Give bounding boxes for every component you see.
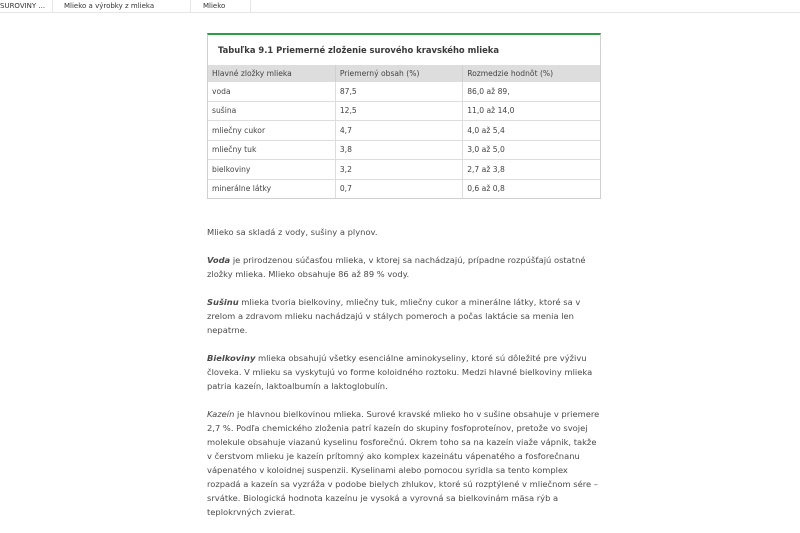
term-bielkoviny: Bielkoviny <box>207 353 256 363</box>
paragraph-intro <box>207 225 603 239</box>
table-cell: 86,0 až 89, <box>463 82 600 102</box>
table-header-row <box>208 65 600 82</box>
term-voda: Voda <box>207 255 231 265</box>
paragraph-text: mlieka tvoria bielkoviny, mliečny tuk, mliečny cukor a minerálne látky, ktoré sa v zrelom a zdravom mlieku nachádzajú v stálych pomeroch a počas laktácie sa menia len nepatrne. <box>207 297 581 335</box>
article-body <box>207 225 603 519</box>
paragraph-text: mlieka obsahujú všetky esenciálne aminokyseliny, ktoré sú dôležité pre výživu človeka. V mlieku sa vyskytujú vo forme koloidného roztoku. Medzi hlavné bielkoviny mlieka patria kazeín, laktoalbumín a laktoglobulín. <box>207 353 593 391</box>
breadcrumb <box>0 0 800 13</box>
paragraph-text: je prirodzenou súčasťou mlieka, v ktorej sa nachádzajú, prípadne rozpúšťajú ostatné zložky mlieka. Mlieko obsahuje 86 až 89 % vody. <box>207 255 586 279</box>
term-kazein: Kazeín <box>207 409 235 419</box>
column-header: Rozmedzie hodnôt (%) <box>463 65 600 82</box>
table-row <box>208 160 600 180</box>
composition-table <box>207 33 601 199</box>
table-row <box>208 101 600 121</box>
table-cell: 0,7 <box>335 179 462 198</box>
paragraph-bielkoviny <box>207 351 603 393</box>
data-table <box>208 65 600 198</box>
table-cell: 2,7 až 3,8 <box>463 160 600 180</box>
table-cell: bielkoviny <box>208 160 335 180</box>
column-header: Hlavné zložky mlieka <box>208 65 335 82</box>
table-cell: 3,8 <box>335 140 462 160</box>
table-cell: 3,0 až 5,0 <box>463 140 600 160</box>
table-row <box>208 140 600 160</box>
table-cell: minerálne látky <box>208 179 335 198</box>
paragraph-text: Mlieko sa skladá z vody, sušiny a plynov. <box>207 227 378 237</box>
table-cell: voda <box>208 82 335 102</box>
table-cell: 87,5 <box>335 82 462 102</box>
paragraph-text: je hlavnou bielkovinou mlieka. Surové kravské mlieko ho v sušine obsahuje v priemere 2,7 %. Podľa chemického zloženia patrí kazeín do skupiny fosfoproteínov, pretože vo svojej molekule obsahuje viazanú kyselinu fosforečnú. Okrem toho sa na kazeín viaže vápnik, takže v čerstvom mlieku je kazeín prítomný ako komplex kazeinátu vápenatého a fosforečnanu vápenatého v koloidnej suspenzii. Kyselinami alebo pomocou syridla sa tento komplex rozpadá a kazeín sa vyzráža v podobe bielych zhlukov, ktoré sú rozptýlené v mliečnom sére – srvátke. Biologická hodnota kazeínu je vysoká a vyrovná sa bielkovinám mäsa rýb a teplokrvných zvierat. <box>207 409 600 517</box>
table-cell: 4,0 až 5,4 <box>463 121 600 141</box>
table-cell: 3,2 <box>335 160 462 180</box>
table-row <box>208 82 600 102</box>
table-row <box>208 179 600 198</box>
paragraph-kazein <box>207 407 603 519</box>
table-cell: mliečny tuk <box>208 140 335 160</box>
breadcrumb-item-suroviny[interactable]: SUROVINY ... <box>0 0 53 12</box>
table-caption: Tabuľka 9.1 Priemerné zloženie surového kravského mlieka <box>218 45 499 55</box>
table-cell: sušina <box>208 101 335 121</box>
table-cell: 4,7 <box>335 121 462 141</box>
paragraph-susina <box>207 295 603 337</box>
term-susina: Sušinu <box>207 297 239 307</box>
table-cell: mliečny cukor <box>208 121 335 141</box>
column-header: Priemerný obsah (%) <box>335 65 462 82</box>
breadcrumb-item-mlieko-a-vyrobky[interactable]: Mlieko a výrobky z mlieka <box>53 0 191 12</box>
table-row <box>208 121 600 141</box>
table-cell: 0,6 až 0,8 <box>463 179 600 198</box>
breadcrumb-item-mlieko[interactable]: Mlieko <box>191 0 251 12</box>
article-content <box>207 33 603 533</box>
paragraph-voda <box>207 253 603 281</box>
table-cell: 11,0 až 14,0 <box>463 101 600 121</box>
table-cell: 12,5 <box>335 101 462 121</box>
